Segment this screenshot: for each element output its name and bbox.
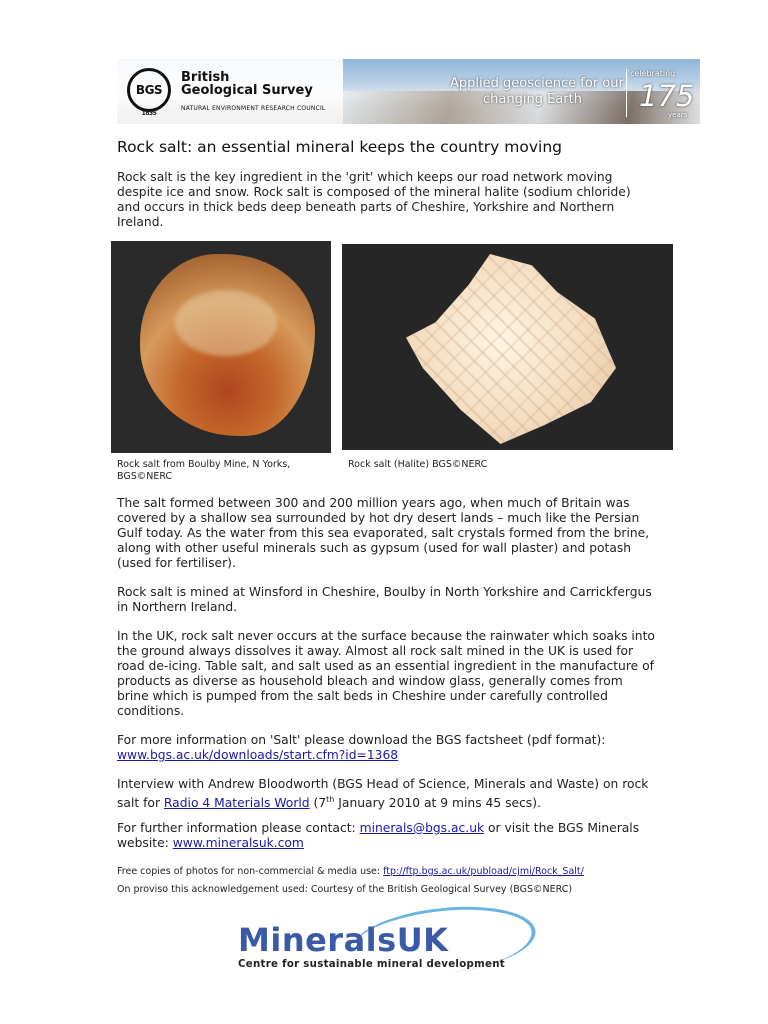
logo-word-part2: UK: [396, 921, 449, 959]
proviso-line: On proviso this acknowledgement used: Courtesy of the British Geological Survey (BGS©NERC): [117, 884, 573, 895]
logo-subtitle: Centre for sustainable mineral development: [238, 959, 505, 970]
header-banner: [117, 59, 700, 124]
logo-panel: [117, 59, 343, 124]
halite-photo: [342, 244, 673, 450]
divider: [626, 69, 627, 117]
factsheet-link[interactable]: www.bgs.ac.uk/downloads/start.cfm?id=1368: [117, 748, 399, 762]
logo-wordmark: [238, 921, 448, 959]
tagline-line2: changing Earth: [483, 92, 582, 107]
rock-salt-photo: [111, 241, 331, 453]
ftp-link[interactable]: ftp://ftp.bgs.ac.uk/pubload/cjmi/Rock_Salt/: [383, 866, 584, 877]
page-title: Rock salt: an essential mineral keeps the country moving: [117, 138, 562, 156]
mineralsuk-logo: [232, 904, 534, 982]
more-info-text: For more information on 'Salt' please download the BGS factsheet (pdf format):: [117, 733, 606, 747]
interview-paragraph: [117, 777, 657, 811]
contact-paragraph: [117, 821, 657, 851]
org-name-line2: Geological Survey: [181, 83, 313, 98]
photo2-caption: Rock salt (Halite) BGS©NERC: [348, 459, 488, 470]
mining-paragraph: Rock salt is mined at Winsford in Cheshire, Boulby in North Yorkshire and Carrickfergus in Northern Ireland.: [117, 585, 652, 614]
free-photos-line: [117, 866, 584, 878]
date-superscript: th: [326, 795, 335, 804]
bgs-crest-icon: [127, 68, 171, 117]
logo-word-part1: Minerals: [238, 921, 397, 959]
website-link[interactable]: www.mineralsuk.com: [172, 836, 304, 850]
org-parent: NATURAL ENVIRONMENT RESEARCH COUNCIL: [181, 105, 326, 112]
anniversary-years: years: [668, 111, 688, 119]
rock-salt-specimen: [140, 254, 315, 436]
halite-crystal: [406, 254, 616, 444]
intro-paragraph: Rock salt is the key ingredient in the 'grit' which keeps our road network moving despite ice and snow. Rock salt is composed of the mineral halite (sodium chloride) and occurs in thick beds deep beneath parts of Cheshire, Yorkshire and Northern Ireland.: [117, 170, 631, 229]
free-photos-text: Free copies of photos for non-commercial & media use:: [117, 866, 384, 877]
interview-date: January 2010 at 9 mins 45 secs).: [334, 796, 541, 811]
contact-middle-text: or visit the BGS Minerals website:: [117, 821, 640, 850]
interview-text: Interview with Andrew Bloodworth (BGS Head of Science, Minerals and Waste) on rock salt for: [117, 777, 649, 811]
email-link[interactable]: minerals@bgs.ac.uk: [359, 821, 485, 835]
celebrating-label: celebrating: [630, 69, 676, 78]
formation-paragraph: The salt formed between 300 and 200 million years ago, when much of Britain was covered by a shallow sea surrounded by hot dry desert lands – much like the Persian Gulf today. As the water from this sea evaporated, salt crystals formed from the brine, along with other useful minerals such as gypsum (used for wall plaster) and potash (used for fertiliser).: [117, 496, 650, 570]
contact-text: For further information please contact:: [117, 821, 360, 835]
crest-year: 1835: [141, 110, 157, 117]
anniversary-number: 175: [639, 79, 695, 113]
photo1-caption: Rock salt from Boulby Mine, N Yorks, BGS©NERC: [117, 459, 291, 482]
interview-date-open: (7: [309, 796, 327, 811]
crest-text: BGS: [135, 83, 163, 97]
org-name-line1: British: [181, 70, 230, 85]
tagline-line1: Applied geoscience for our: [450, 76, 624, 91]
uk-use-paragraph: In the UK, rock salt never occurs at the surface because the rainwater which soaks into the ground always dissolves it away. Almost all rock salt mined in the UK is used for road de-icing. Table salt, and salt used as an essential ingredient in the manufacture of products as diverse as household bleach and window glass, generally comes from brine which is pumped from the salt beds in Cheshire under carefully controlled conditions.: [117, 629, 655, 718]
more-info-paragraph: [117, 733, 657, 763]
radio4-link[interactable]: Radio 4 Materials World: [163, 796, 310, 811]
